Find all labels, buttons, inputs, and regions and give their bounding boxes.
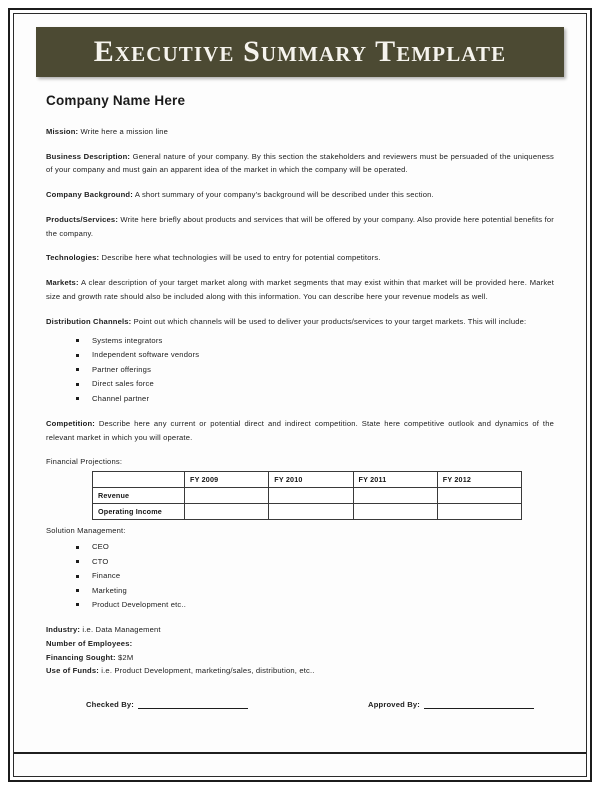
company-name-heading: Company Name Here bbox=[46, 93, 186, 108]
page-border-inner bbox=[13, 13, 587, 777]
table-cell[interactable] bbox=[437, 504, 521, 520]
table-row bbox=[93, 488, 522, 504]
list-item: Product Development etc.. bbox=[76, 598, 554, 612]
financial-projections-table-wrap bbox=[46, 471, 554, 520]
checked-by-field[interactable] bbox=[86, 700, 248, 709]
financing-sought-text: $2M bbox=[115, 652, 134, 662]
section-technologies bbox=[46, 251, 554, 264]
approved-by-label: Approved By: bbox=[368, 699, 420, 709]
section-mission bbox=[46, 125, 554, 138]
competition-label: Competition: bbox=[46, 419, 95, 429]
table-corner-cell bbox=[93, 472, 185, 488]
distribution-channels-text: Point out which channels will be used to deliver your products/services to your target markets. This will include: bbox=[131, 316, 527, 326]
markets-text: A clear description of your target market along with market segments that may exist within that market will be provided here. Market size and growth rate should also be included along with this information. You can describe here your revenue models as well. bbox=[46, 278, 554, 301]
trailer-industry bbox=[46, 623, 554, 637]
solution-management-list bbox=[46, 540, 554, 612]
bottom-divider bbox=[14, 752, 586, 754]
section-competition bbox=[46, 417, 554, 444]
products-services-text: Write here briefly about products and services that will be offered by your company. Also provide here potential benefits for the company. bbox=[46, 215, 554, 238]
table-row bbox=[93, 504, 522, 520]
table-header-cell: FY 2011 bbox=[353, 472, 437, 488]
use-of-funds-text: i.e. Product Development, marketing/sales, distribution, etc.. bbox=[98, 666, 315, 676]
table-cell[interactable] bbox=[269, 504, 353, 520]
table-cell[interactable] bbox=[185, 488, 269, 504]
competition-text: Describe here any current or potential direct and indirect competition. State here competitive outlook and dynamics of the relevant market in which you will operate. bbox=[46, 419, 554, 442]
solution-management-label: Solution Management: bbox=[46, 526, 126, 536]
technologies-label: Technologies: bbox=[46, 253, 100, 263]
table-cell[interactable] bbox=[353, 488, 437, 504]
distribution-channels-list bbox=[46, 334, 554, 406]
checked-by-label: Checked By: bbox=[86, 699, 134, 709]
section-products-services bbox=[46, 213, 554, 240]
section-markets bbox=[46, 276, 554, 303]
trailer-use-of-funds bbox=[46, 664, 554, 678]
table-header-row bbox=[93, 472, 522, 488]
industry-text: i.e. Data Management bbox=[80, 625, 161, 635]
section-business-description bbox=[46, 150, 554, 177]
title-banner bbox=[36, 27, 564, 77]
page-border-frame bbox=[8, 8, 592, 782]
approved-by-rule[interactable] bbox=[424, 701, 534, 709]
financial-projections-label: Financial Projections: bbox=[46, 457, 123, 467]
list-item: Systems integrators bbox=[76, 334, 554, 348]
trailer-financing-sought bbox=[46, 651, 554, 665]
section-distribution-channels bbox=[46, 315, 554, 328]
use-of-funds-label: Use of Funds: bbox=[46, 666, 99, 676]
list-item: Direct sales force bbox=[76, 377, 554, 391]
table-row-label: Operating Income bbox=[93, 504, 185, 520]
document-page bbox=[14, 14, 586, 776]
list-item: CTO bbox=[76, 555, 554, 569]
table-cell[interactable] bbox=[437, 488, 521, 504]
financing-sought-label: Financing Sought: bbox=[46, 652, 116, 662]
list-item: Marketing bbox=[76, 584, 554, 598]
table-cell[interactable] bbox=[185, 504, 269, 520]
list-item: Channel partner bbox=[76, 392, 554, 406]
company-background-label: Company Background: bbox=[46, 190, 133, 200]
number-of-employees-label: Number of Employees: bbox=[46, 639, 133, 649]
business-description-text: General nature of your company. By this section the stakeholders and reviewers must be persuaded of the uniqueness of your company and must gain an apparent idea of the market in which the company will be operated. bbox=[46, 151, 554, 175]
list-item: Finance bbox=[76, 569, 554, 583]
approved-by-field[interactable] bbox=[368, 700, 534, 709]
table-cell[interactable] bbox=[269, 488, 353, 504]
trailer-number-of-employees bbox=[46, 637, 554, 651]
mission-text: Write here a mission line bbox=[78, 127, 169, 136]
technologies-text: Describe here what technologies will be used to entry for potential competitors. bbox=[99, 253, 381, 263]
products-services-label: Products/Services: bbox=[46, 215, 119, 225]
list-item: CEO bbox=[76, 540, 554, 554]
table-header-cell: FY 2010 bbox=[269, 472, 353, 488]
table-cell[interactable] bbox=[353, 504, 437, 520]
table-header-cell: FY 2009 bbox=[185, 472, 269, 488]
company-background-text: A short summary of your company's background will be described under this section. bbox=[132, 190, 434, 200]
page-title: Executive Summary Template bbox=[93, 35, 507, 68]
table-row-label: Revenue bbox=[93, 488, 185, 504]
business-description-label: Business Description: bbox=[46, 151, 131, 161]
markets-label: Markets: bbox=[46, 278, 79, 288]
industry-label: Industry: bbox=[46, 625, 81, 635]
section-company-background bbox=[46, 188, 554, 201]
checked-by-rule[interactable] bbox=[138, 701, 248, 709]
signature-row bbox=[46, 700, 554, 709]
mission-label: Mission: bbox=[46, 127, 79, 136]
list-item: Partner offerings bbox=[76, 363, 554, 377]
document-body bbox=[32, 93, 568, 709]
financial-projections-table bbox=[92, 471, 522, 520]
table-header-cell: FY 2012 bbox=[437, 472, 521, 488]
list-item: Independent software vendors bbox=[76, 348, 554, 362]
distribution-channels-label: Distribution Channels: bbox=[46, 316, 132, 326]
